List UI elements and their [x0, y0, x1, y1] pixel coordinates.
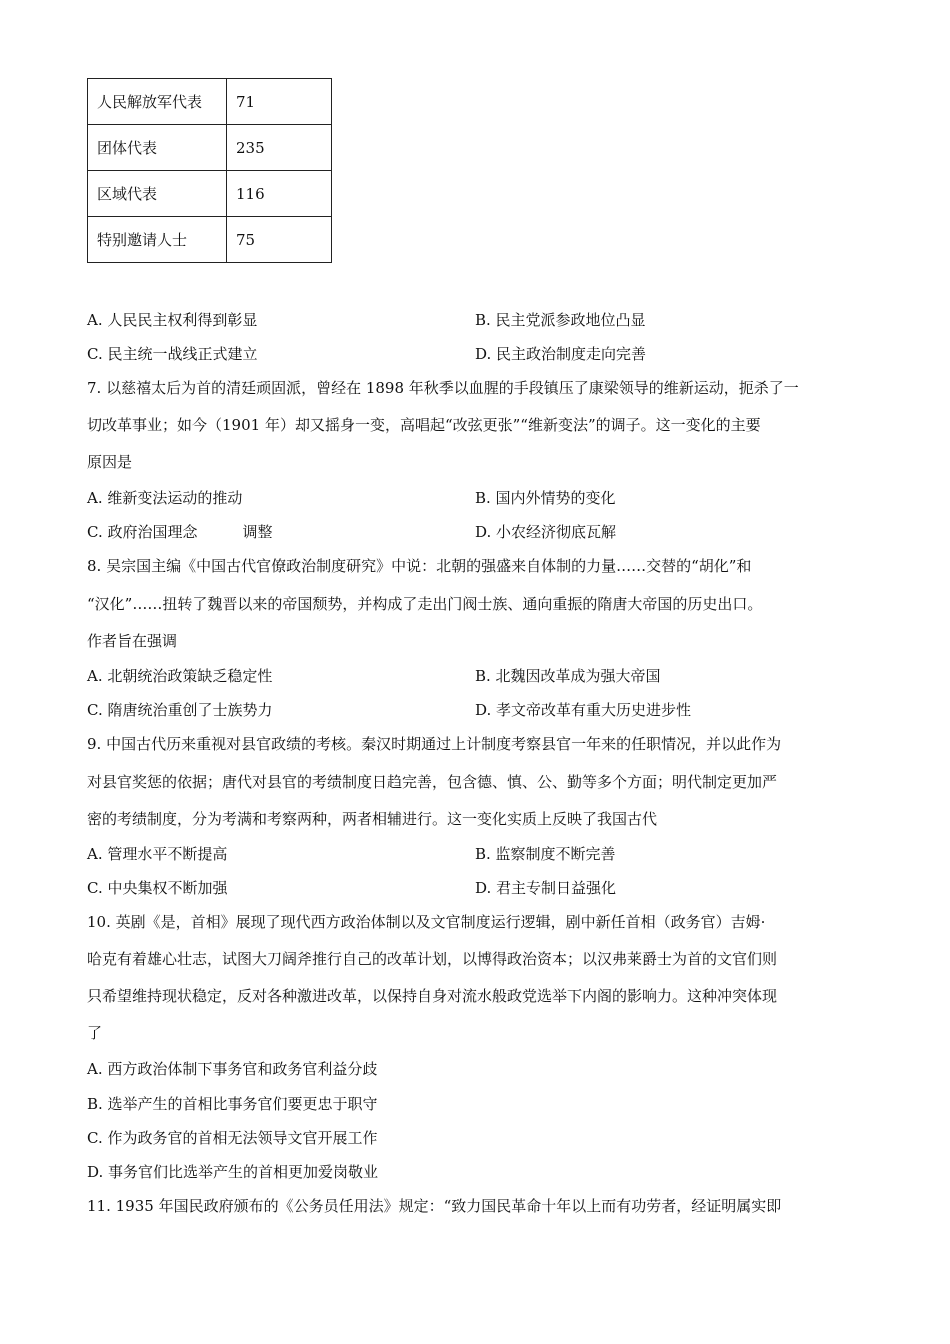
q8-stem-line: 8. 吴宗国主编《中国古代官僚政治制度研究》中说：北朝的强盛来自体制的力量……交替的“胡化”和 [87, 557, 752, 575]
q10-option-d: D. 事务官们比选举产生的首相更加爱岗敬业 [87, 1163, 379, 1181]
q9-option-c: C. 中央集权不断加强 [87, 879, 228, 897]
table-row [88, 125, 332, 171]
q7-option-b: B. 国内外情势的变化 [475, 489, 616, 507]
q10-stem-line: 只希望维持现状稳定，反对各种激进改革，以保持自身对流水般政党选举下内阁的影响力。这种冲突体现 [87, 987, 778, 1005]
q10-stem-line: 10. 英剧《是，首相》展现了现代西方政治体制以及文官制度运行逻辑，剧中新任首相（政务官）吉姆· [87, 913, 766, 931]
table-row [88, 79, 332, 125]
q7-stem-line: 原因是 [87, 453, 133, 471]
q7-stem-line: 7. 以慈禧太后为首的清廷顽固派，曾经在 1898 年秋季以血腥的手段镇压了康梁领导的维新运动，扼杀了一 [87, 379, 799, 397]
q7-option-d: D. 小农经济彻底瓦解 [475, 523, 617, 541]
q6-option-a: A. 人民民主权利得到彰显 [87, 311, 258, 329]
q8-option-c: C. 隋唐统治重创了士族势力 [87, 701, 273, 719]
q9-option-a: A. 管理水平不断提高 [87, 845, 228, 863]
q9-stem-line: 9. 中国古代历来重视对县官政绩的考核。秦汉时期通过上计制度考察县官一年来的任职情况，并以此作为 [87, 735, 782, 753]
q10-stem-line: 哈克有着雄心壮志，试图大刀阔斧推行自己的改革计划，以博得政治资本；以汉弗莱爵士为首的文官们则 [87, 950, 778, 968]
table-cell-value: 235 [227, 125, 332, 171]
q7-option-a: A. 维新变法运动的推动 [87, 489, 243, 507]
q6-option-b: B. 民主党派参政地位凸显 [475, 311, 646, 329]
q9-stem-line: 对县官奖惩的依据；唐代对县官的考绩制度日趋完善，包含德、慎、公、勤等多个方面；明代制定更加严 [87, 773, 778, 791]
q9-option-b: B. 监察制度不断完善 [475, 845, 616, 863]
q8-option-a: A. 北朝统治政策缺乏稳定性 [87, 667, 273, 685]
q8-option-d: D. 孝文帝改革有重大历史进步性 [475, 701, 692, 719]
q10-option-c: C. 作为政务官的首相无法领导文官开展工作 [87, 1129, 378, 1147]
q10-stem-line: 了 [87, 1024, 103, 1042]
representatives-table [87, 78, 332, 263]
table-cell-value: 116 [227, 171, 332, 217]
table-cell-value: 71 [227, 79, 332, 125]
q7-stem-line: 切改革事业；如今（1901 年）却又摇身一变，高唱起“改弦更张”“维新变法”的调子。这一变化的主要 [87, 416, 761, 434]
q9-option-d: D. 君主专制日益强化 [475, 879, 617, 897]
table-cell-value: 75 [227, 217, 332, 263]
table-row [88, 217, 332, 263]
table-cell-label: 区域代表 [88, 171, 227, 217]
q10-option-b: B. 选举产生的首相比事务官们要更忠于职守 [87, 1095, 378, 1113]
table-row [88, 171, 332, 217]
q6-option-c: C. 民主统一战线正式建立 [87, 345, 258, 363]
q8-option-b: B. 北魏因改革成为强大帝国 [475, 667, 661, 685]
table-cell-label: 人民解放军代表 [88, 79, 227, 125]
q9-stem-line: 密的考绩制度，分为考满和考察两种，两者相辅进行。这一变化实质上反映了我国古代 [87, 810, 658, 828]
q8-stem-line: “汉化”……扭转了魏晋以来的帝国颓势，并构成了走出门阀士族、通向重振的隋唐大帝国的历史出口。 [87, 595, 763, 613]
table-cell-label: 特别邀请人士 [88, 217, 227, 263]
q11-stem-line: 11. 1935 年国民政府颁布的《公务员任用法》规定：“致力国民革命十年以上而有功劳者，经证明属实即 [87, 1197, 782, 1215]
q6-option-d: D. 民主政治制度走向完善 [475, 345, 647, 363]
table-cell-label: 团体代表 [88, 125, 227, 171]
q8-stem-line: 作者旨在强调 [87, 632, 178, 650]
q7-option-c: C. 政府治国理念 调整 [87, 523, 273, 541]
q10-option-a: A. 西方政治体制下事务官和政务官利益分歧 [87, 1060, 378, 1078]
